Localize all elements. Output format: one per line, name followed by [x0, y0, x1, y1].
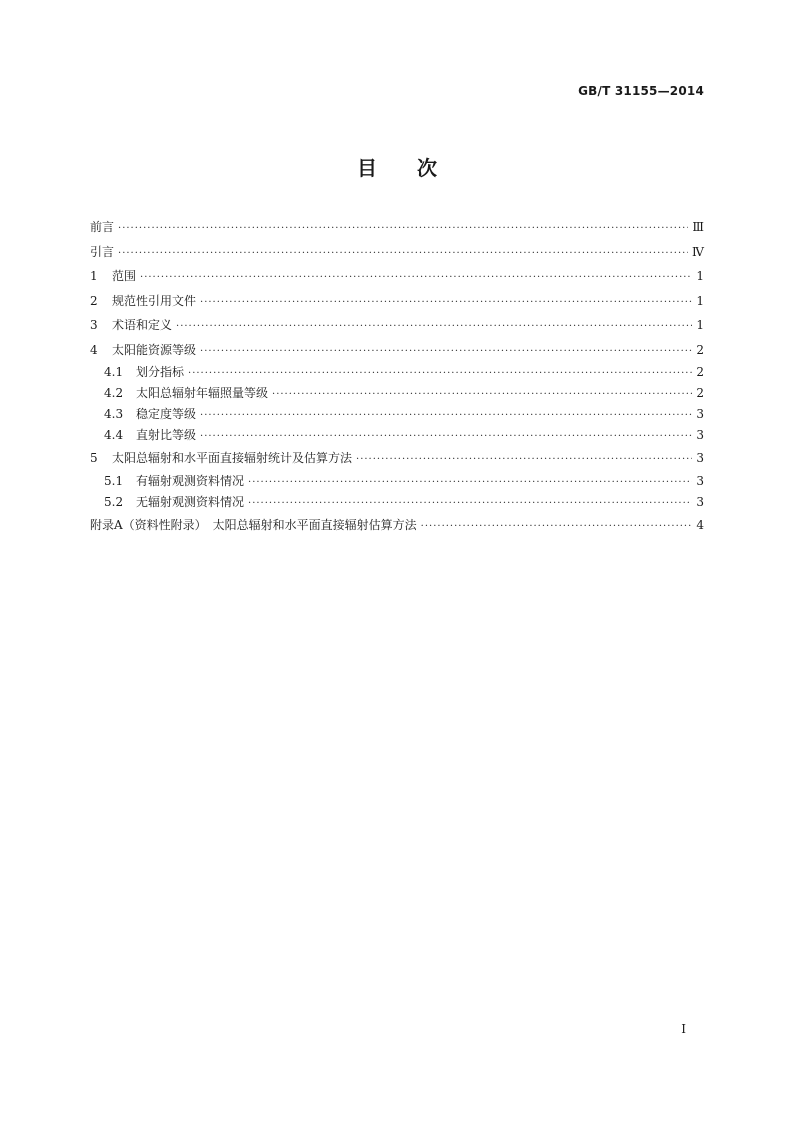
toc-entry-3[interactable]: [90, 313, 704, 338]
toc-entry-5[interactable]: [90, 446, 704, 471]
toc-entry-page: 2: [696, 342, 704, 357]
toc-entry-page: 1: [696, 318, 704, 332]
toc-entry-4-3[interactable]: [90, 404, 704, 425]
toc-entry-label: 引言: [90, 244, 115, 259]
toc-entry-4[interactable]: [90, 338, 704, 363]
toc-entry-page: 3: [696, 407, 704, 421]
standard-number: GB/T 31155—2014: [578, 84, 704, 98]
toc-leader-dots: [118, 242, 688, 267]
toc-entry-label: 范围: [112, 269, 137, 283]
toc-entry-page: 3: [696, 473, 704, 488]
toc-leader-dots: [200, 405, 692, 426]
toc-leader-dots: [272, 384, 692, 405]
toc-entry-label: 直射比等级: [136, 428, 197, 442]
toc-leader-dots: [118, 217, 688, 242]
toc-entry-number: 5: [90, 451, 98, 465]
toc-entry-number: 2: [90, 293, 98, 308]
toc-entry-number: 1: [90, 269, 98, 283]
toc-entry-label: 稳定度等级: [136, 407, 197, 421]
toc-entry-label: 无辐射观测资料情况: [136, 494, 245, 509]
toc-entry-number: 4.3: [104, 407, 124, 421]
page-number: I: [681, 1022, 686, 1036]
toc-entry-1[interactable]: [90, 264, 704, 289]
toc-entry-page: Ⅲ: [692, 220, 704, 234]
toc-entry-label: 划分指标: [136, 365, 185, 379]
toc-entry-label: 前言: [90, 220, 115, 234]
toc-entry-4-4[interactable]: [90, 425, 704, 446]
toc-entry-4-1[interactable]: [90, 362, 704, 383]
toc-entry-4-2[interactable]: [90, 383, 704, 404]
toc-leader-dots: [248, 472, 692, 493]
toc-entry-label: 附录A（资料性附录） 太阳总辐射和水平面直接辐射估算方法: [90, 517, 417, 532]
toc-entry-label: 太阳总辐射年辐照量等级: [136, 386, 269, 400]
toc-entry-number: 3: [90, 318, 98, 332]
toc-entry-page: Ⅳ: [692, 244, 704, 259]
toc-entry-label: 规范性引用文件: [112, 293, 197, 308]
toc-title: 目 次: [357, 156, 437, 180]
toc-entry-page: 3: [696, 451, 704, 465]
toc-entry-5-2[interactable]: [90, 492, 704, 513]
toc-entry-5-1[interactable]: [90, 471, 704, 492]
toc-leader-dots: [200, 340, 692, 365]
toc-leader-dots: [356, 448, 692, 473]
toc-entry-number: 4.2: [104, 386, 124, 400]
toc-leader-dots: [176, 315, 692, 340]
toc-entry-label: 太阳总辐射和水平面直接辐射统计及估算方法: [112, 451, 353, 465]
toc-entry-label: 术语和定义: [112, 318, 173, 332]
toc-entry-introduction[interactable]: [90, 240, 704, 265]
toc-leader-dots: [188, 363, 692, 384]
toc-entry-number: 4.1: [104, 365, 124, 379]
toc-leader-dots: [248, 493, 692, 514]
toc-entry-page: 1: [696, 269, 704, 283]
toc-leader-dots: [200, 426, 692, 447]
toc-entry-number: 4.4: [104, 428, 124, 442]
toc-entry-page: 1: [696, 293, 704, 308]
toc-list: [90, 215, 704, 537]
toc-entry-page: 2: [696, 386, 704, 400]
toc-entry-number: 5.2: [104, 494, 124, 509]
toc-entry-page: 3: [696, 428, 704, 442]
toc-entry-label: 太阳能资源等级: [112, 342, 197, 357]
toc-entry-page: 4: [696, 517, 704, 532]
toc-entry-label: 有辐射观测资料情况: [136, 473, 245, 488]
toc-entry-page: 3: [696, 494, 704, 509]
toc-leader-dots: [200, 291, 692, 316]
toc-leader-dots: [140, 266, 692, 291]
toc-entry-foreword[interactable]: [90, 215, 704, 240]
toc-entry-annex-a[interactable]: [90, 513, 704, 538]
toc-leader-dots: [421, 515, 692, 540]
toc-entry-number: 5.1: [104, 473, 124, 488]
toc-entry-2[interactable]: [90, 289, 704, 314]
toc-entry-number: 4: [90, 342, 98, 357]
toc-entry-page: 2: [696, 365, 704, 379]
